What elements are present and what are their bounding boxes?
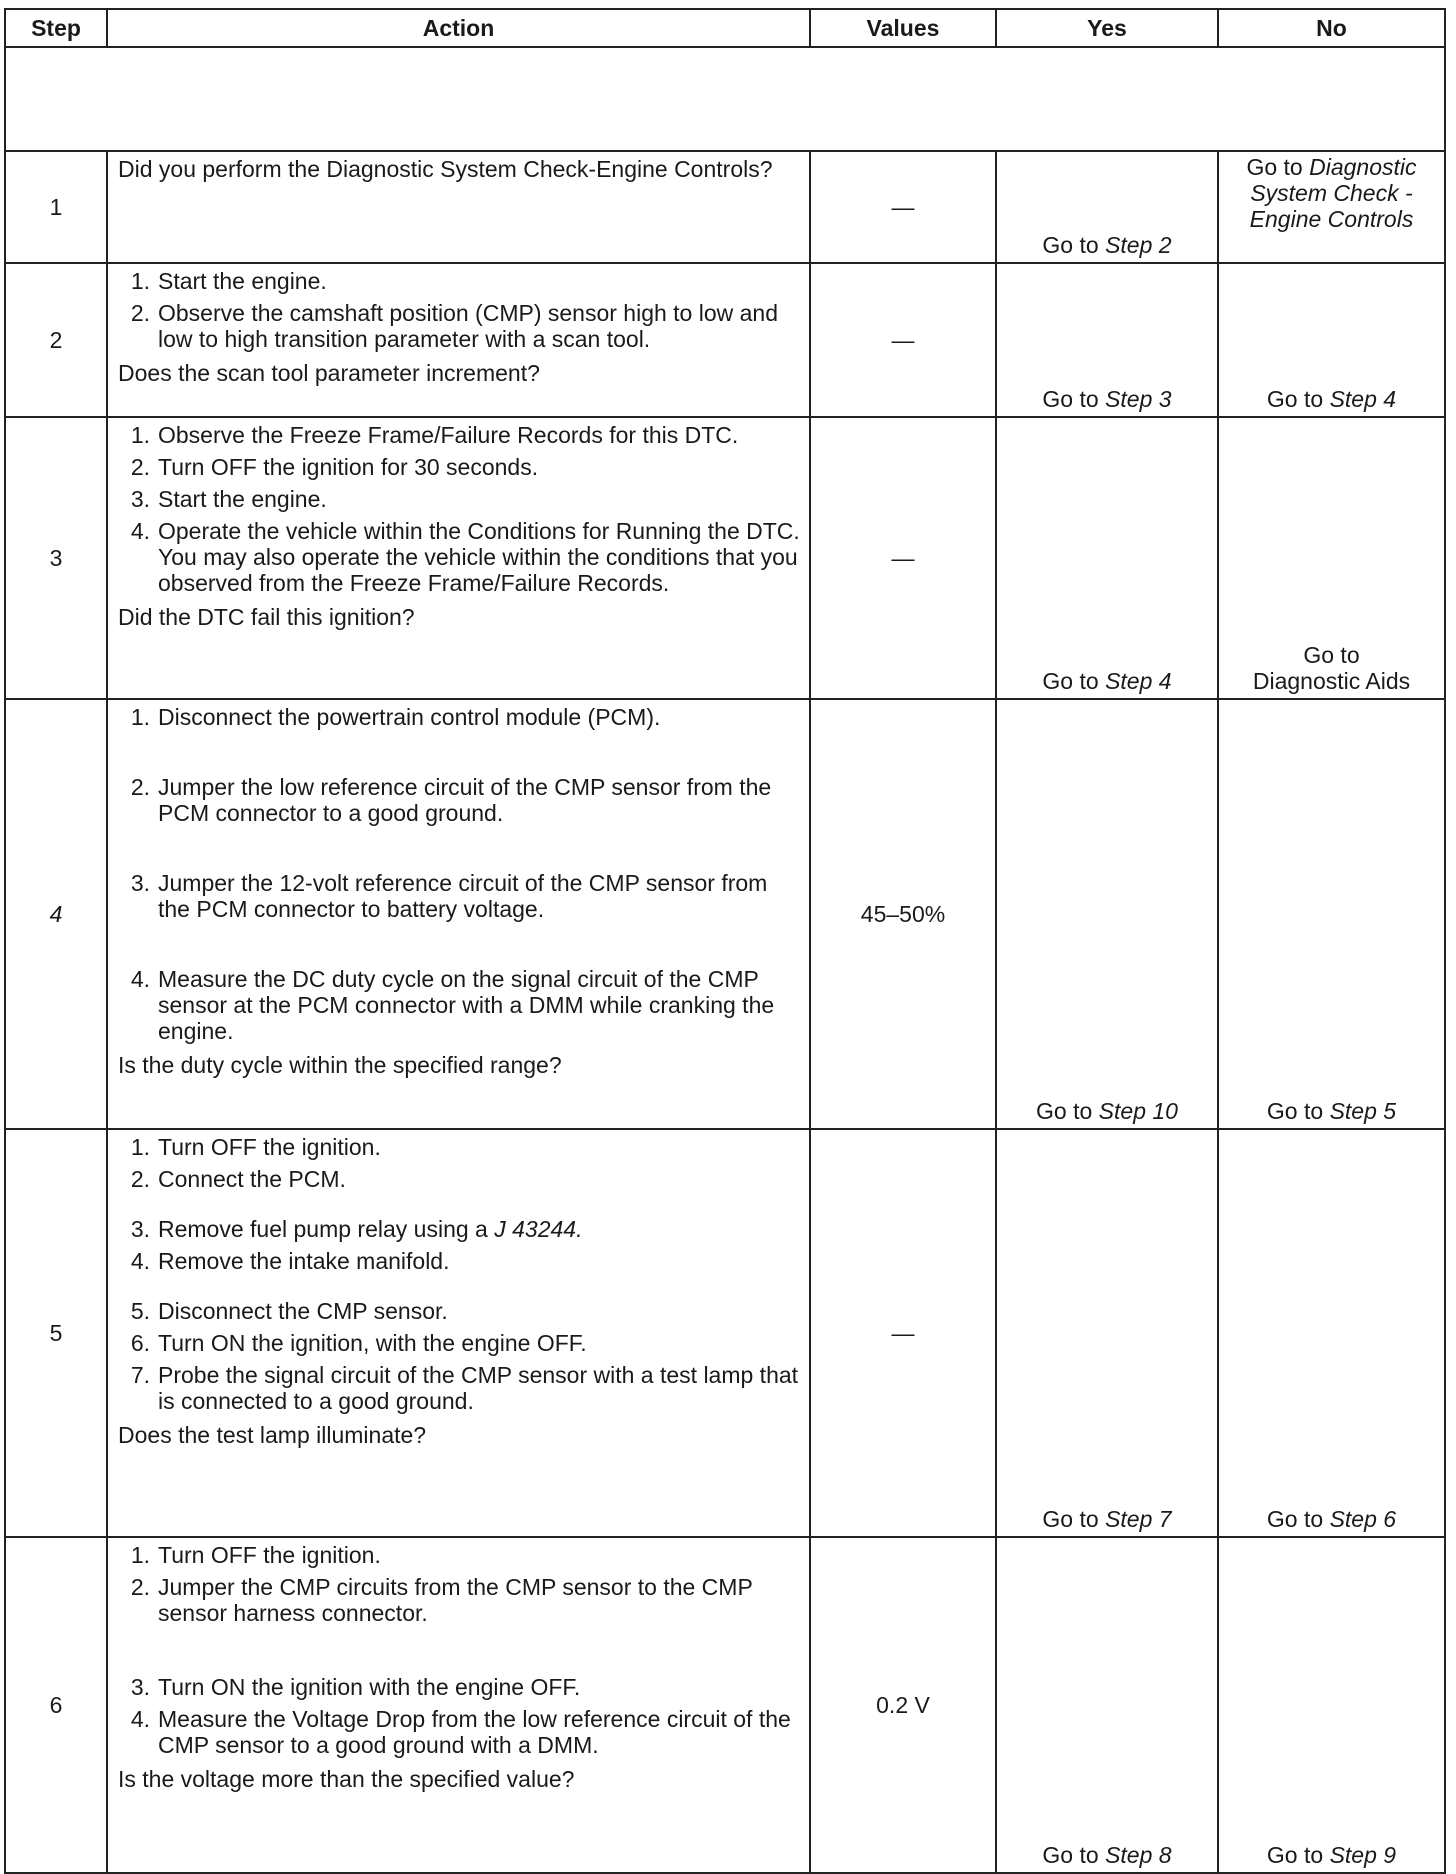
action-steps bbox=[118, 1134, 801, 1420]
value-cell: — bbox=[810, 417, 996, 699]
action-steps bbox=[118, 268, 801, 358]
tool-reference: J 43244. bbox=[494, 1216, 583, 1242]
yes-cell bbox=[996, 263, 1218, 417]
table-row bbox=[5, 1537, 1445, 1873]
no-cell bbox=[1218, 417, 1445, 699]
action-step: 3. Turn ON the ignition with the engine OFF. bbox=[130, 1674, 581, 1700]
yes-prefix: Go to bbox=[1036, 1098, 1093, 1124]
yes-target-link[interactable]: Step 2 bbox=[1105, 232, 1172, 258]
table-row bbox=[5, 1129, 1445, 1537]
no-target-link[interactable]: Diagnostic Aids bbox=[1252, 668, 1411, 694]
action-cell bbox=[107, 151, 810, 263]
diagnostic-page bbox=[4, 8, 1444, 1874]
no-prefix: Go to bbox=[1266, 386, 1324, 412]
value-cell: — bbox=[810, 1129, 996, 1537]
yes-target-link[interactable]: Step 8 bbox=[1105, 1842, 1172, 1868]
step-number: 5 bbox=[5, 1129, 107, 1537]
action-step: 6. Turn ON the ignition, with the engine OFF. bbox=[130, 1330, 587, 1356]
step-number: 1 bbox=[5, 151, 107, 263]
action-step: 1. Observe the Freeze Frame/Failure Records for this DTC. bbox=[130, 422, 739, 448]
yes-cell bbox=[996, 699, 1218, 1129]
action-step: 4. Remove the intake manifold. bbox=[130, 1248, 450, 1274]
action-intro: Did you perform the Diagnostic System Check-Engine Controls? bbox=[118, 156, 773, 182]
action-step: 2. Jumper the low reference circuit of the CMP sensor from the PCM connector to a good ground. bbox=[130, 774, 772, 826]
diagnostic-table bbox=[4, 8, 1446, 1874]
no-target-link[interactable]: Step 5 bbox=[1329, 1098, 1397, 1124]
no-target-link[interactable]: Step 6 bbox=[1329, 1506, 1397, 1532]
table-row bbox=[5, 151, 1445, 263]
no-target-link[interactable]: Diagnostic System Check - Engine Controls bbox=[1249, 154, 1417, 232]
action-cell bbox=[107, 263, 810, 417]
step-number: 6 bbox=[5, 1537, 107, 1873]
header-row bbox=[5, 9, 1445, 47]
action-steps bbox=[118, 704, 801, 1050]
action-cell bbox=[107, 417, 810, 699]
action-step: 1. Turn OFF the ignition. bbox=[130, 1134, 381, 1160]
action-cell bbox=[107, 1129, 810, 1537]
yes-cell bbox=[996, 417, 1218, 699]
action-question: Is the duty cycle within the specified range? bbox=[118, 1052, 562, 1078]
header-action: Action bbox=[107, 9, 810, 47]
action-step: 4. Measure the DC duty cycle on the signal circuit of the CMP sensor at the PCM connector with a DMM while cranking the engine. bbox=[130, 966, 775, 1044]
no-prefix: Go to bbox=[1266, 1842, 1324, 1868]
no-prefix: Go to bbox=[1303, 642, 1360, 668]
value-cell: — bbox=[810, 151, 996, 263]
action-cell bbox=[107, 1537, 810, 1873]
action-step: 5. Disconnect the CMP sensor. bbox=[130, 1298, 448, 1324]
header-values: Values bbox=[810, 9, 996, 47]
action-step: 2. Jumper the CMP circuits from the CMP sensor to the CMP sensor harness connector. bbox=[130, 1574, 753, 1626]
yes-target-link[interactable]: Step 3 bbox=[1105, 386, 1172, 412]
no-cell bbox=[1218, 1129, 1445, 1537]
yes-prefix: Go to bbox=[1042, 386, 1099, 412]
action-step: 3. Start the engine. bbox=[130, 486, 327, 512]
action-question: Is the voltage more than the specified value? bbox=[118, 1766, 575, 1792]
action-step: 1. Start the engine. bbox=[130, 268, 327, 294]
action-step: 2. Connect the PCM. bbox=[130, 1166, 346, 1192]
action-step: 7. Probe the signal circuit of the CMP sensor with a test lamp that is connected to a good ground. bbox=[130, 1362, 799, 1414]
no-prefix: Go to bbox=[1266, 1506, 1324, 1532]
action-cell bbox=[107, 699, 810, 1129]
blank-row bbox=[5, 47, 1445, 151]
yes-target-link[interactable]: Step 7 bbox=[1105, 1506, 1172, 1532]
step-number: 2 bbox=[5, 263, 107, 417]
no-cell bbox=[1218, 1537, 1445, 1873]
yes-prefix: Go to bbox=[1042, 1506, 1099, 1532]
value-cell: 0.2 V bbox=[810, 1537, 996, 1873]
value-cell: 45–50% bbox=[810, 699, 996, 1129]
action-steps bbox=[118, 422, 801, 602]
action-step: 4. Operate the vehicle within the Conditions for Running the DTC. You may also operate the vehicle within the conditions that you observed from the Freeze Frame/Failure Records. bbox=[130, 518, 800, 596]
action-step: 1. Disconnect the powertrain control module (PCM). bbox=[130, 704, 661, 730]
action-steps bbox=[118, 1542, 801, 1764]
table-row bbox=[5, 699, 1445, 1129]
yes-cell bbox=[996, 1129, 1218, 1537]
table-row bbox=[5, 263, 1445, 417]
header-no: No bbox=[1218, 9, 1445, 47]
yes-cell bbox=[996, 151, 1218, 263]
table-row bbox=[5, 417, 1445, 699]
action-step: 2. Observe the camshaft position (CMP) sensor high to low and low to high transition parameter with a scan tool. bbox=[130, 300, 779, 352]
action-question: Does the scan tool parameter increment? bbox=[118, 360, 540, 386]
no-cell bbox=[1218, 263, 1445, 417]
action-step: 3. Jumper the 12-volt reference circuit of the CMP sensor from the PCM connector to battery voltage. bbox=[130, 870, 768, 922]
no-target-link[interactable]: Step 9 bbox=[1329, 1842, 1397, 1868]
yes-prefix: Go to bbox=[1042, 232, 1099, 258]
no-cell bbox=[1218, 151, 1445, 263]
yes-target-link[interactable]: Step 10 bbox=[1098, 1098, 1178, 1124]
value-cell: — bbox=[810, 263, 996, 417]
action-step: 3. Remove fuel pump relay using a J 43244. bbox=[130, 1216, 583, 1242]
no-target-link[interactable]: Step 4 bbox=[1329, 386, 1397, 412]
step-number: 4 bbox=[5, 699, 107, 1129]
yes-target-link[interactable]: Step 4 bbox=[1105, 668, 1172, 694]
action-step: 4. Measure the Voltage Drop from the low reference circuit of the CMP sensor to a good ground with a DMM. bbox=[130, 1706, 791, 1758]
yes-prefix: Go to bbox=[1042, 668, 1099, 694]
header-yes: Yes bbox=[996, 9, 1218, 47]
action-question: Did the DTC fail this ignition? bbox=[118, 604, 415, 630]
step-number: 3 bbox=[5, 417, 107, 699]
action-step: 2. Turn OFF the ignition for 30 seconds. bbox=[130, 454, 539, 480]
blank-cell bbox=[5, 47, 1445, 151]
action-step: 1. Turn OFF the ignition. bbox=[130, 1542, 381, 1568]
yes-prefix: Go to bbox=[1042, 1842, 1099, 1868]
no-prefix: Go to bbox=[1246, 154, 1303, 180]
no-prefix: Go to bbox=[1266, 1098, 1324, 1124]
yes-cell bbox=[996, 1537, 1218, 1873]
action-question: Does the test lamp illuminate? bbox=[118, 1422, 427, 1448]
no-cell bbox=[1218, 699, 1445, 1129]
header-step: Step bbox=[5, 9, 107, 47]
